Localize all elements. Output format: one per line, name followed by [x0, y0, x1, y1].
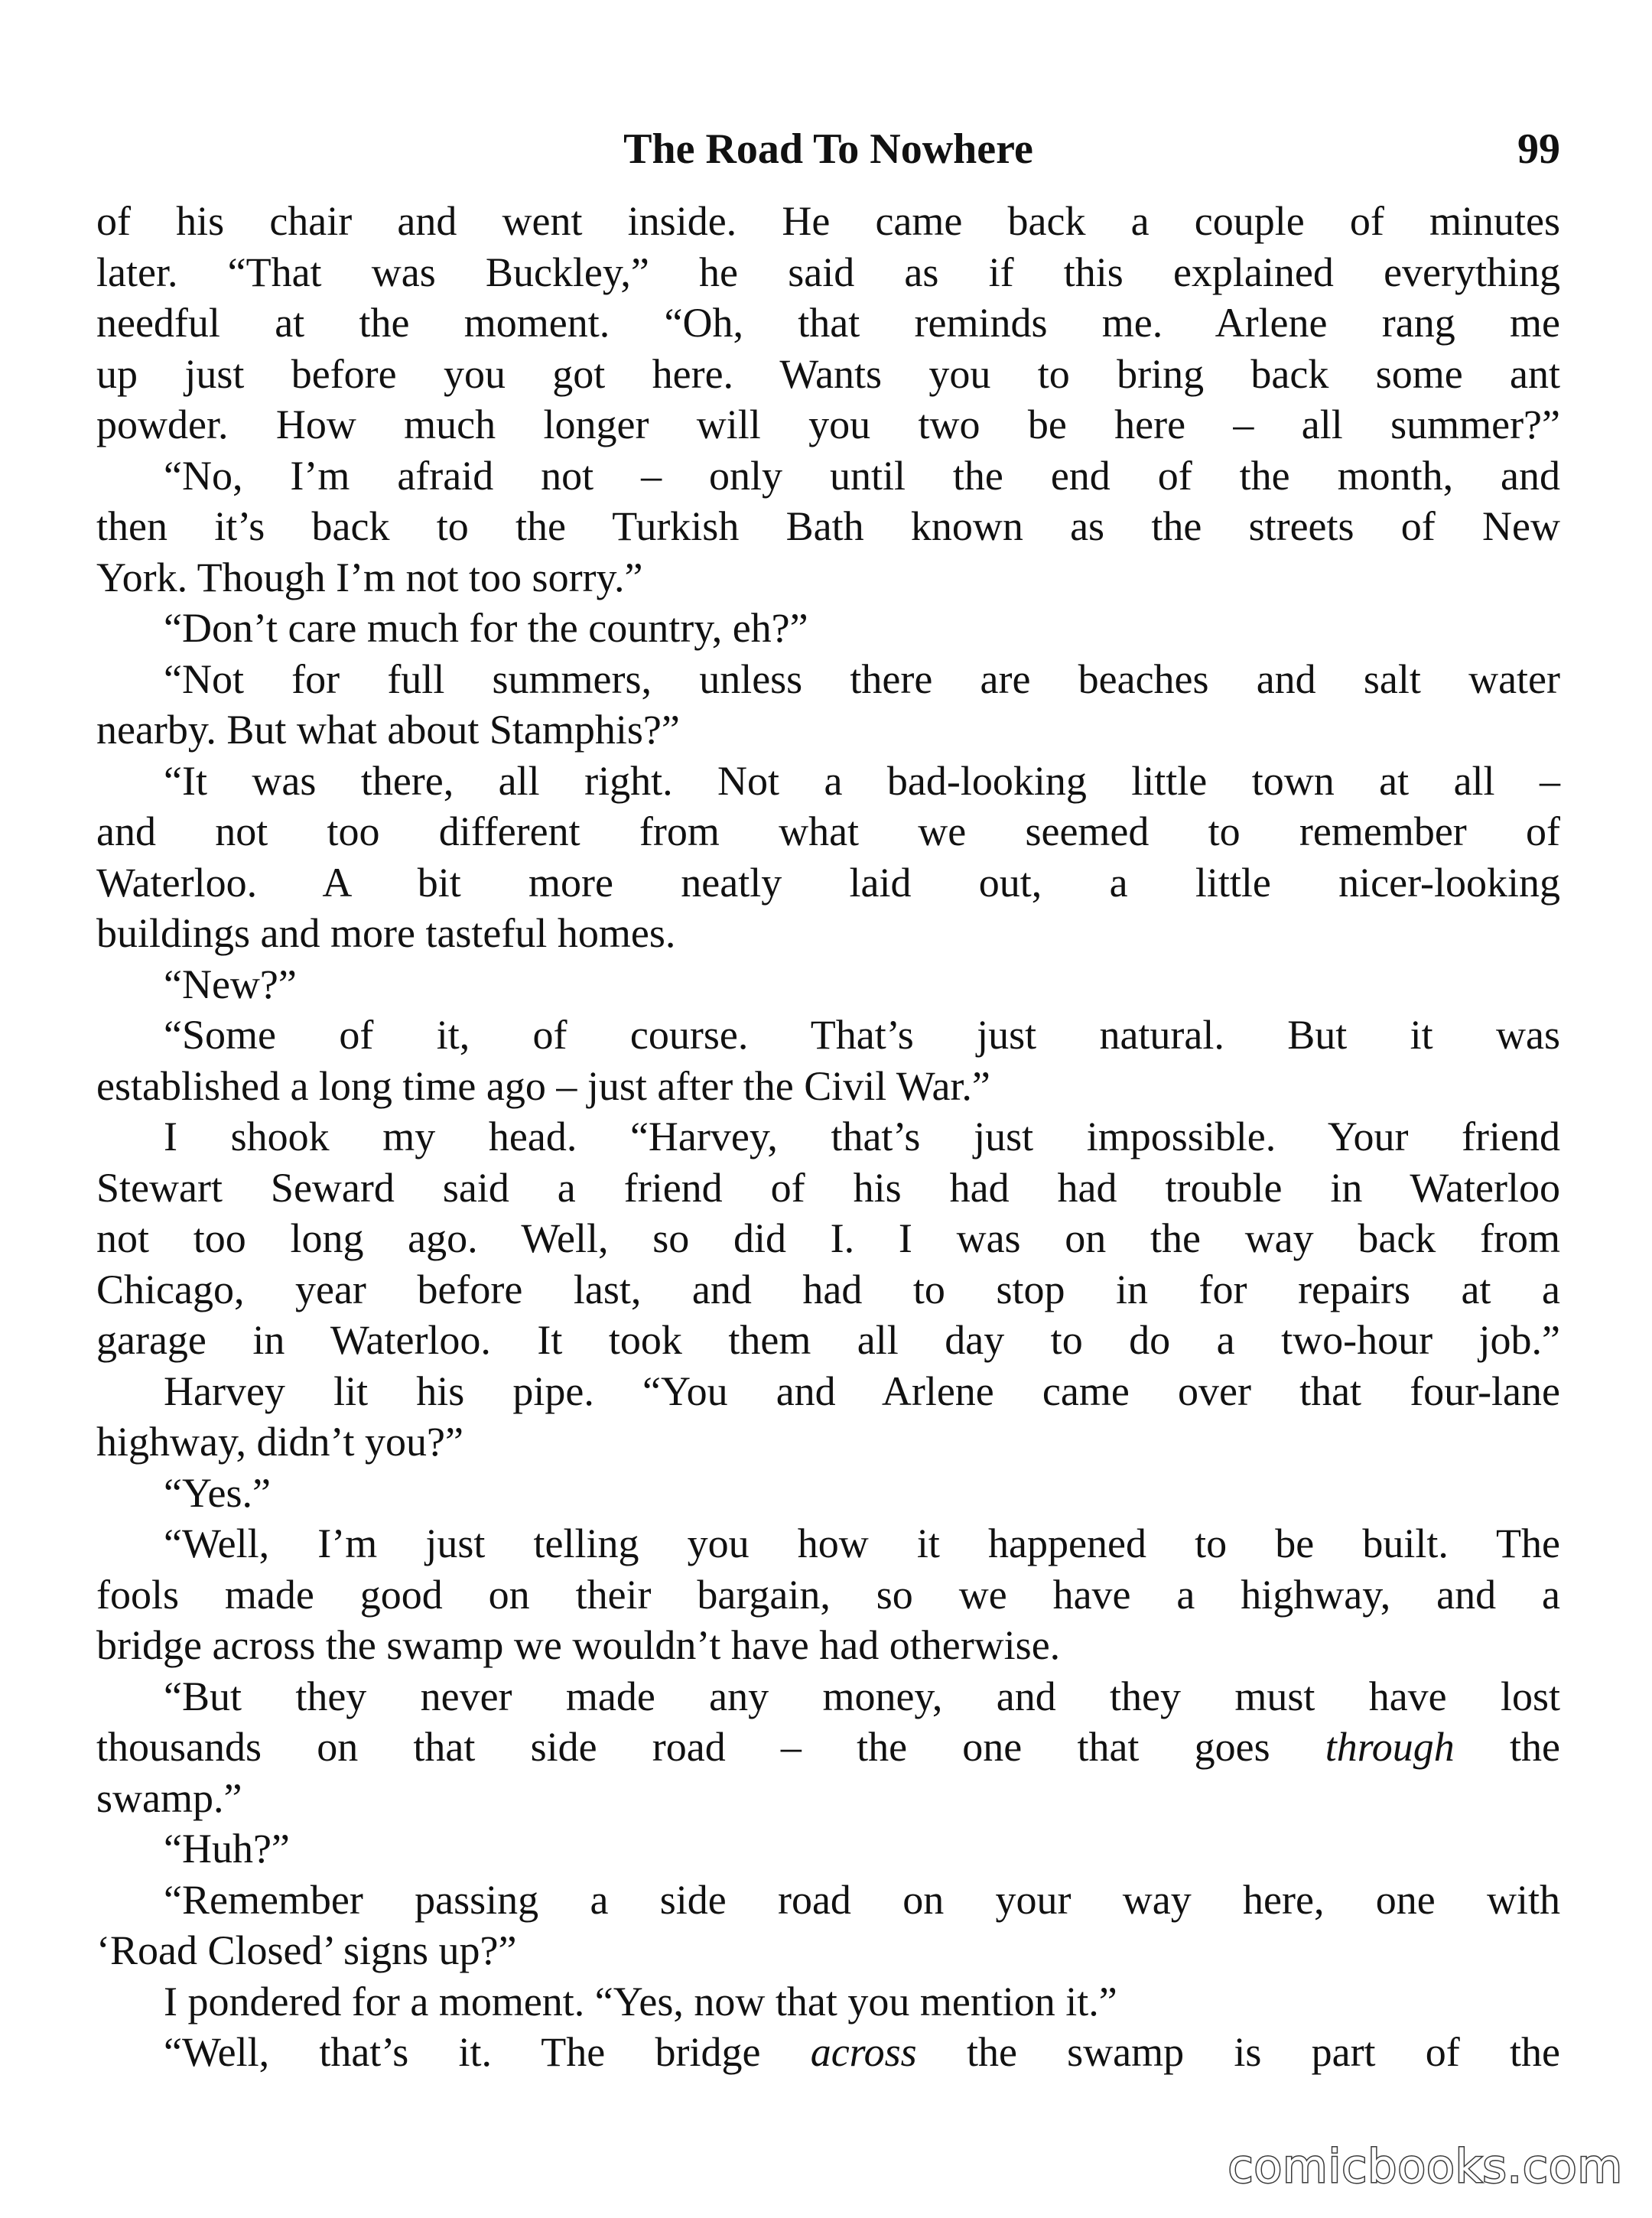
text-line [96, 1722, 1560, 1773]
text-line: “Don’t care much for the country, eh?” [164, 605, 808, 651]
text-line: “Huh?” [164, 1826, 290, 1872]
text-line: I pondered for a moment. “Yes, now that you mention it.” [164, 1978, 1117, 2024]
text-line: Harvey lit his pipe. “You and Arlene came over that four-lane [164, 1368, 1560, 1414]
text-line: powder. How much longer will you two be here – all summer?” [96, 402, 1560, 447]
text-line: “Remember passing a side road on your way here, one with [164, 1876, 1560, 1923]
text-line: highway, didn’t you?” [96, 1419, 463, 1465]
text-segment: “Well, that’s it. The bridge [164, 2029, 811, 2075]
text-line: nearby. But what about Stamphis?” [96, 707, 680, 753]
text-line: “Well, I’m just telling you how it happened to be built. The [164, 1520, 1560, 1566]
italic-word: through [1325, 1724, 1455, 1770]
text-line: up just before you got here. Wants you to bring back some ant [96, 350, 1560, 397]
text-line: then it’s back to the Turkish Bath known as the streets of New [96, 503, 1560, 549]
text-line: I shook my head. “Harvey, that’s just impossible. Your friend [164, 1114, 1560, 1159]
text-line: “But they never made any money, and they must have lost [164, 1673, 1560, 1719]
text-line: not too long ago. Well, so did I. I was on the way back from [96, 1215, 1560, 1261]
text-line: fools made good on their bargain, so we have a highway, and a [96, 1571, 1560, 1618]
text-line: buildings and more tasteful homes. [96, 910, 676, 956]
text-line: Waterloo. A bit more neatly laid out, a little nicer-looking [96, 859, 1560, 906]
text-line: needful at the moment. “Oh, that reminds me. Arlene rang me [96, 300, 1560, 346]
text-line: and not too different from what we seemed to remember of [96, 808, 1560, 854]
text-line: Chicago, year before last, and had to stop in for repairs at a [96, 1266, 1560, 1312]
text-line: “Not for full summers, unless there are beaches and salt water [164, 655, 1560, 702]
text-line: bridge across the swamp we wouldn’t have had otherwise. [96, 1622, 1061, 1668]
text-segment: the [1454, 1724, 1560, 1770]
text-segment: thousands on that side road – the one that goes [96, 1724, 1325, 1770]
watermark: comicbooks.com [1228, 2140, 1623, 2194]
text-line: swamp.” [96, 1774, 242, 1821]
text-line: “Some of it, of course. That’s just natural. But it was [164, 1012, 1560, 1058]
text-line: ‘Road Closed’ signs up?” [96, 1927, 517, 1973]
text-segment: the swamp is part of the [916, 2029, 1560, 2075]
text-line: garage in Waterloo. It took them all day to do a two-hour job.” [96, 1317, 1560, 1363]
text-line: later. “That was Buckley,” he said as if this explained everything [96, 249, 1560, 295]
text-line [96, 2027, 1560, 2078]
chapter-title: The Road To Nowhere [623, 125, 1033, 173]
body-text [96, 196, 1560, 2078]
text-line: Stewart Seward said a friend of his had had trouble in Waterloo [96, 1164, 1560, 1211]
text-line: “Yes.” [164, 1469, 272, 1516]
text-line: established a long time ago – just after the Civil War.” [96, 1062, 990, 1109]
text-line: York. Though I’m not too sorry.” [96, 554, 643, 600]
italic-word: across [810, 2029, 917, 2075]
text-line: “New?” [164, 961, 297, 1007]
text-line: of his chair and went inside. He came back a couple of minutes [96, 198, 1560, 244]
text-line: “It was there, all right. Not a bad-looking little town at all – [164, 757, 1560, 804]
running-head [96, 115, 1560, 184]
text-line: “No, I’m afraid not – only until the end of the month, and [164, 452, 1560, 499]
page-number: 99 [1517, 125, 1560, 173]
